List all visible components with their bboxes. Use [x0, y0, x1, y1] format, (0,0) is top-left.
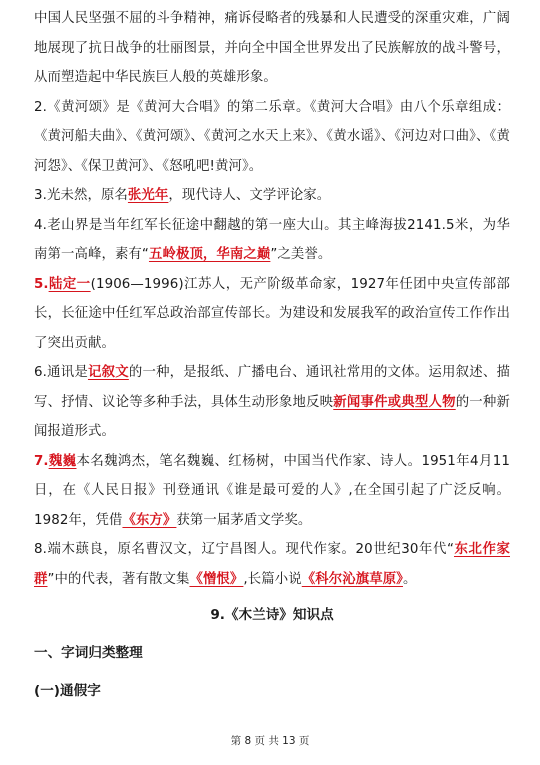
- highlight-wuling: 五岭极顶，华南之巅: [148, 247, 271, 262]
- highlight-dongbei: 东北作家群: [34, 542, 510, 587]
- item-8-text: 8.端木蕻良，原名曹汉文，辽宁昌图人。现代作家。20世纪30年代“: [34, 542, 454, 557]
- highlight-keerqin: 《科尔沁旗草原》: [301, 571, 403, 587]
- item-8-text-3: ,长篇小说: [243, 571, 302, 587]
- item-5-number: 5.: [34, 276, 49, 292]
- item-4-paragraph: [34, 211, 510, 270]
- page-footer: 第 8 页 共 13 页: [230, 735, 310, 747]
- subheading-tongjiazi: (一)通假字: [34, 683, 101, 699]
- highlight-news-event: 新闻事件或典型人物: [333, 394, 456, 410]
- item-8-text-4: 。: [402, 571, 417, 587]
- item-7-text-2: 获第一届茅盾文学奖。: [176, 512, 312, 528]
- item-4-text: 4.老山界是当年红军长征途中翻越的第一座大山。其主峰海拔2141.5米，为华南第一高峰，素有“: [34, 217, 510, 262]
- item-3-text-2: ，现代诗人、文学评论家。: [168, 188, 331, 203]
- item-2-paragraph: 2.《黄河颂》是《黄河大合唱》的第二乐章。《黄河大合唱》由八个乐章组成：《黄河船夫曲》、《黄河颂》、《黄河之水天上来》、《黄水谣》、《河边对口曲》、《黄河怨》、《保卫黄河》、《怒吼吧!黄河》。: [34, 99, 510, 174]
- highlight-jixuwen: 记叙文: [87, 365, 129, 380]
- intro-paragraph: 中国人民坚强不屈的斗争精神，痛诉侵略者的残暴和人民遭受的深重灾难，广阔地展现了抗日战争的壮丽图景，并向全中国全世界发出了民族解放的战斗警号，从而塑造起中华民族巨人般的英雄形象。: [34, 11, 510, 85]
- highlight-zhang-guangnian: 张光年: [127, 188, 169, 203]
- item-6-text-3: 的一种新闻报道形式。: [34, 394, 511, 439]
- item-7-number: 7.: [34, 453, 49, 469]
- item-5-text: (1906—1996)江苏人，无产阶级革命家，1927年任团中央宣传部部长，长征途中任红军总政治部宣传部长。为建设和发展我军的政治宣传工作作出了突出贡献。: [34, 276, 510, 351]
- item-6-paragraph: [34, 358, 510, 447]
- item-7-text: 本名魏鸿杰，笔名魏巍、红杨树，中国当代作家、诗人。1951年4月11日，在《人民日报》刊登通讯《谁是最可爱的人》,在全国引起了广泛反响。1982年，凭借: [34, 453, 510, 528]
- highlight-lu-dingyi: 陆定一: [48, 276, 91, 292]
- highlight-wei-wei: 魏巍: [48, 453, 77, 469]
- highlight-dongfang: 《东方》: [122, 512, 177, 528]
- item-8-text-2: ”中的代表，著有散文集: [47, 571, 190, 587]
- highlight-zenghen: 《憎恨》: [189, 571, 244, 587]
- item-7-paragraph: [34, 447, 510, 536]
- item-8-paragraph: [34, 535, 510, 594]
- item-3-paragraph: [34, 181, 510, 211]
- item-6-text: 6.通讯是: [34, 365, 88, 380]
- item-6-text-2: 的一种，是报纸、广播电台、通讯社常用的文体。运用叙述、描写、抒情、议论等多种手法，具体生动形象地反映: [34, 365, 510, 410]
- item-3-text: 3.光未然，原名: [34, 188, 128, 203]
- section-title: 9.《木兰诗》知识点: [210, 607, 334, 623]
- item-4-text-2: ”之美誉。: [270, 247, 332, 262]
- heading-word-summary: 一、字词归类整理: [34, 645, 143, 661]
- item-5-paragraph: [34, 270, 510, 359]
